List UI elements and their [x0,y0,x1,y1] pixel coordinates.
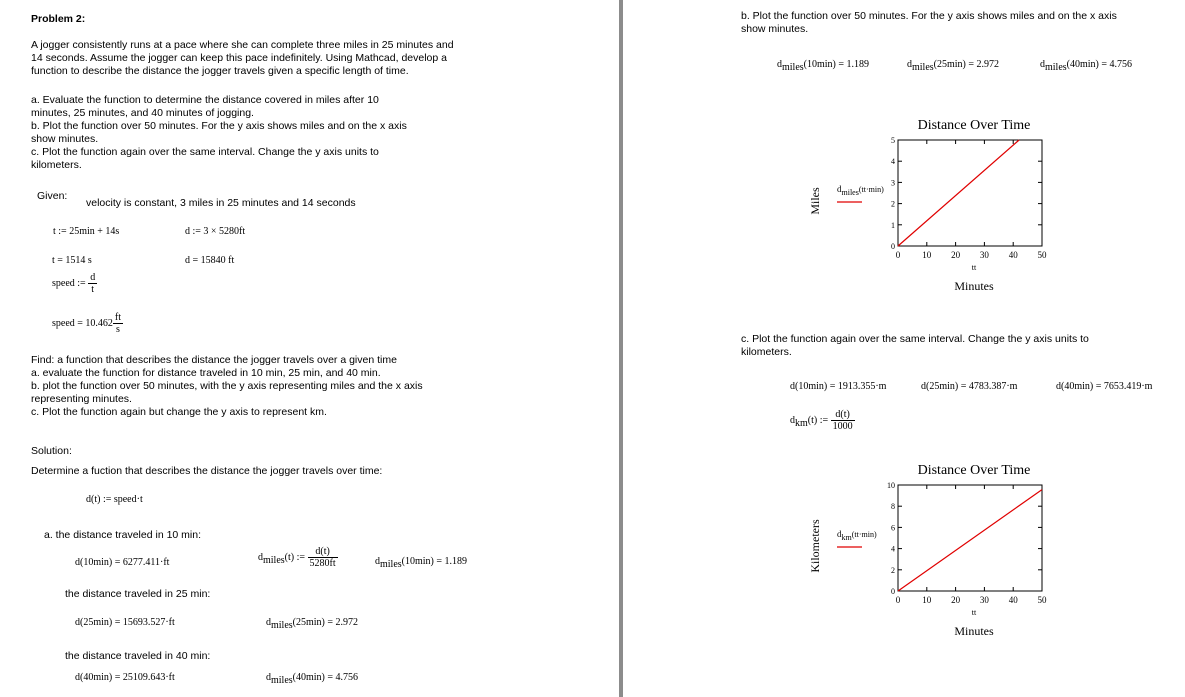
y-tick-label: 6 [891,523,895,533]
r-dm10-sub: miles [782,62,804,73]
x-tick-label: 0 [895,595,901,605]
trace-legend [837,184,884,197]
y-tick-label: 4 [891,157,895,167]
trace-legend [837,529,877,542]
miles-chart[interactable] [800,110,1060,305]
trace-name: d [837,529,842,539]
solution-label: Solution: [31,445,72,457]
label-40min: the distance traveled in 40 min: [65,650,211,662]
y-axis-title: Kilometers [808,519,822,573]
trace-sub: km [841,533,852,542]
x-tick-label: 40 [1008,595,1018,605]
trace-sub: miles [841,188,859,197]
eq-d40[interactable]: d(40min) = 25109.643·ft [75,672,175,683]
r-eq-dmiles25[interactable] [907,59,1000,73]
y-axis-title: Miles [808,187,822,215]
y-tick-label: 8 [891,502,895,512]
y-tick-label: 5 [891,136,895,145]
r-dm10-value: (10min) = 1.189 [803,59,870,70]
label-25min: the distance traveled in 25 min: [65,588,211,600]
r-dm25-name: d [907,59,912,70]
part-c-text: c. Plot the function again over the same interval. Change the y axis units to kilometers. [741,333,1089,358]
dkm-fraction [831,409,855,432]
determine-text: Determine a fuction that describes the distance the jogger travels over time: [31,465,383,477]
eq-d-function[interactable]: d(t) := speed·t [86,494,143,505]
problem-intro: A jogger consistently runs at a pace where she can complete three miles in 25 minutes and 14 seconds. Assume the jogger can keep this pace indefinitely. Using Mathcad, develop a function to describe the distance the jogger travels given a specific length of time. [31,39,454,77]
dmiles-def-name: d [258,551,263,563]
plot-frame [898,140,1042,246]
chart-title: Distance Over Time [917,463,1031,478]
r-dm25-sub: miles [912,62,934,73]
trace-name: d [837,184,842,194]
x-tick-label: 20 [951,595,961,605]
r-eq-d40[interactable]: d(40min) = 7653.419·m [1056,381,1153,392]
r-eq-d10[interactable]: d(10min) = 1913.355·m [790,381,887,392]
x-tick-label: 30 [979,250,989,260]
r-eq-d25[interactable]: d(25min) = 4783.387·m [921,381,1018,392]
dm40-value: (40min) = 4.756 [292,672,359,683]
x-axis-title: Minutes [954,279,994,293]
speed-unit-den: s [116,324,120,335]
x-tick-label: 40 [1008,250,1018,260]
dm10-name: d [375,556,380,567]
problem-heading: Problem 2: [31,13,86,25]
r-dm10-name: d [777,59,782,70]
given-label: Given: [37,190,68,202]
part-a-label: a. the distance traveled in 10 min: [44,529,202,541]
part-b-text: b. Plot the function over 50 minutes. For the y axis shows miles and on the x axis show minutes. [741,10,1117,35]
dkm-denominator: 1000 [832,421,853,432]
r-eq-dmiles40[interactable] [1040,59,1133,73]
x-tick-label: 20 [951,250,961,260]
r-eq-dmiles10[interactable] [777,59,870,73]
r-dm40-value: (40min) = 4.756 [1066,59,1133,70]
dm25-sub: miles [271,620,293,631]
dm25-value: (25min) = 2.972 [292,617,359,628]
y-tick-label: 0 [891,587,895,596]
dkm-arg: (t) := [807,414,829,426]
dm40-name: d [266,672,271,683]
x-axis-title: Minutes [954,624,994,638]
dm40-sub: miles [271,675,293,686]
y-tick-label: 0 [891,242,895,251]
problem-tasks: a. Evaluate the function to determine the distance covered in miles after 10 minutes, 25 minutes, and 40 minutes of jogging. b. Plot the function over 50 minutes. For the y axis shows miles and on the x axis show minutes. c. Plot the function again over the same interval. Change the y axis units to kilometers. [31,94,407,171]
eq-d-result[interactable]: d = 15840 ft [185,255,235,266]
eq-d-definition[interactable]: d := 3 × 5280ft [185,226,246,237]
kilometers-chart[interactable] [800,455,1060,650]
x-variable-label: tt [971,608,977,617]
trace-arg: (tt·min) [858,185,884,194]
speed-unit-num: ft [114,312,122,323]
eq-dmiles-definition[interactable] [258,546,338,569]
series-line [898,490,1042,591]
eq-speed-definition[interactable] [52,272,97,295]
x-tick-label: 50 [1037,250,1047,260]
eq-t-result[interactable]: t = 1514 s [52,255,92,266]
x-tick-label: 30 [979,595,989,605]
eq-d10[interactable]: d(10min) = 6277.411·ft [75,557,170,568]
eq-speed-result[interactable] [52,312,123,335]
x-tick-label: 10 [922,250,932,260]
eq-dmiles40[interactable] [266,672,359,686]
y-tick-label: 1 [891,220,895,230]
dkm-name: d [790,414,795,426]
dmiles-denominator: 5280ft [309,558,336,569]
y-tick-label: 4 [891,544,895,554]
series-line [898,140,1019,246]
speed-fraction [88,272,97,295]
speed-value: speed = 10.462 [52,317,113,329]
dmiles-def-arg: (t) := [284,551,306,563]
pane-divider[interactable] [619,0,623,697]
y-tick-label: 2 [891,565,895,575]
trace-arg: (tt·min) [851,530,877,539]
dm25-name: d [266,617,271,628]
y-tick-label: 10 [887,481,895,490]
dkm-sub: km [795,417,808,429]
speed-unit-fraction [113,312,123,335]
chart-title: Distance Over Time [917,118,1031,133]
eq-dmiles10[interactable] [375,556,468,570]
dkm-numerator: d(t) [831,409,855,421]
eq-dkm-definition[interactable] [790,409,855,432]
y-tick-label: 3 [891,178,895,188]
speed-denominator: t [91,284,95,295]
dmiles-def-sub: miles [263,554,285,566]
find-text: Find: a function that describes the distance the jogger travels over a given time a. evaluate the function for distance traveled in 10 min, 25 min, and 40 min. b. plot the function over 50 minutes, with the y axis representing miles and the x axis representing minutes. c. Plot the function again but change the y axis to represent km. [31,354,423,418]
x-tick-label: 10 [922,595,932,605]
speed-lhs: speed := [52,277,86,289]
eq-dmiles25[interactable] [266,617,359,631]
r-dm40-name: d [1040,59,1045,70]
dm10-value: (10min) = 1.189 [401,556,468,567]
dmiles-numerator: d(t) [308,546,338,558]
dm10-sub: miles [380,559,402,570]
r-dm40-sub: miles [1045,62,1067,73]
speed-numerator: d [90,272,96,283]
given-text: velocity is constant, 3 miles in 25 minutes and 14 seconds [86,197,356,209]
dmiles-fraction [308,546,338,569]
r-dm25-value: (25min) = 2.972 [933,59,1000,70]
x-variable-label: tt [971,263,977,272]
x-tick-label: 0 [895,250,901,260]
eq-d25[interactable]: d(25min) = 15693.527·ft [75,617,175,628]
y-tick-label: 2 [891,199,895,209]
x-tick-label: 50 [1037,595,1047,605]
eq-t-definition[interactable]: t := 25min + 14s [53,226,120,237]
